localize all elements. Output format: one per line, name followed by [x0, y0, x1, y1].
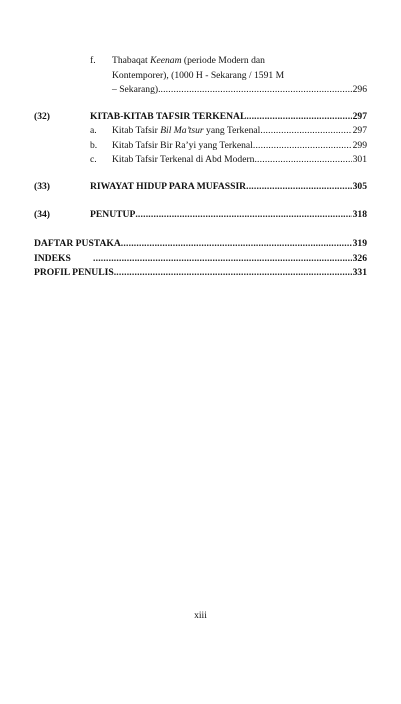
chapter-title: KITAB-KITAB TAFSIR TERKENAL [90, 111, 247, 122]
toc-entry-f [0, 54, 401, 67]
page-number: 297 [352, 111, 367, 122]
toc-link-32a[interactable] [112, 124, 367, 137]
toc-link-f[interactable] [112, 83, 367, 96]
item-title-line2: Kontemporer), (1000 H - Sekarang / 1591 M [112, 70, 285, 81]
dot-leader [253, 139, 352, 152]
item-title-line1: Thabaqat Keenam (periode Modern dan [112, 55, 265, 66]
toc-link-profil-penulis[interactable] [34, 266, 367, 279]
item-marker: b. [90, 140, 98, 151]
dot-leader [254, 153, 351, 166]
item-title: Kitab Tafsir Terkenal di Abd Modern [112, 154, 255, 165]
toc-link-32c[interactable] [112, 153, 367, 166]
page-number: 319 [352, 238, 367, 249]
toc-link-34[interactable] [90, 208, 367, 221]
page-footer-number: xiii [194, 610, 207, 621]
item-marker: f. [90, 55, 96, 66]
toc-entry-indeks [0, 252, 401, 265]
toc-entry-profil-penulis [0, 266, 401, 279]
toc-entry-daftar-pustaka [0, 237, 401, 250]
page-number: 301 [352, 154, 367, 165]
toc-entry-32a [0, 124, 401, 137]
section-title: DAFTAR PUSTAKA [34, 238, 121, 249]
chapter-number: (34) [34, 209, 50, 220]
toc-entry-32 [0, 110, 401, 123]
dot-leader [246, 180, 352, 193]
toc-link-indeks[interactable] [93, 252, 367, 265]
chapter-number: (32) [34, 111, 50, 122]
chapter-title: PENUTUP [90, 209, 136, 220]
toc-link-33[interactable] [90, 180, 367, 193]
toc-entry-33 [0, 180, 401, 193]
page-number: 297 [352, 125, 367, 136]
chapter-number: (33) [34, 181, 50, 192]
page-number: 318 [352, 209, 367, 220]
page-number: 331 [352, 267, 367, 278]
toc-link-daftar-pustaka[interactable] [34, 237, 367, 250]
section-title: INDEKS [34, 253, 71, 264]
page-number: 305 [352, 181, 367, 192]
section-title: PROFIL PENULIS [34, 267, 114, 278]
dot-leader [93, 252, 352, 265]
toc-link-32b[interactable] [112, 139, 367, 152]
dot-leader [114, 266, 352, 279]
page-number: 326 [352, 253, 367, 264]
item-title: Kitab Tafsir Bir Ra’yi yang Terkenal [112, 140, 253, 151]
item-title: Kitab Tafsir Bil Ma’tsur yang Terkenal [112, 125, 261, 136]
toc-entry-32c [0, 153, 401, 166]
toc-entry-34 [0, 208, 401, 221]
dot-leader [135, 208, 351, 221]
item-marker: a. [90, 125, 97, 136]
page-number: 296 [352, 84, 367, 95]
page-number: 299 [352, 140, 367, 151]
dot-leader [246, 110, 351, 123]
dot-leader [160, 83, 351, 96]
toc-link-32[interactable] [90, 110, 367, 123]
item-marker: c. [90, 154, 97, 165]
dot-leader [121, 237, 352, 250]
dot-leader [260, 124, 351, 137]
chapter-title: RIWAYAT HIDUP PARA MUFASSIR [90, 181, 247, 192]
item-title-line3: – Sekarang). [112, 84, 161, 95]
toc-entry-32b [0, 139, 401, 152]
